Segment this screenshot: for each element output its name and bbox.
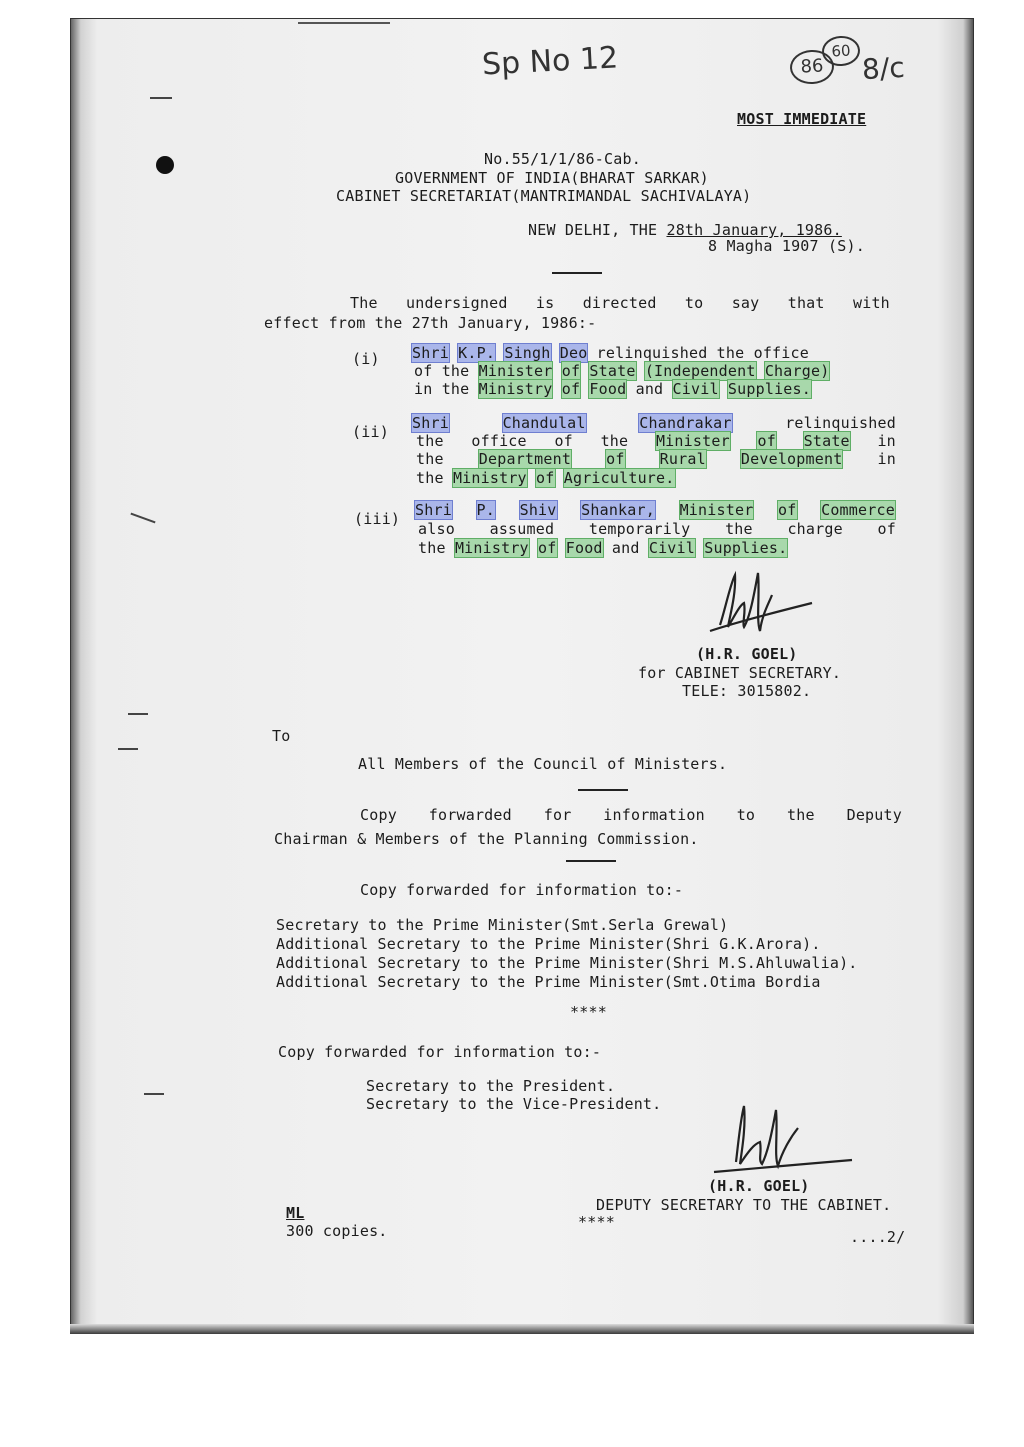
punch-hole-mark xyxy=(156,156,174,174)
office-highlight: of xyxy=(536,469,555,487)
date-prefix: NEW DELHI, THE xyxy=(528,221,658,239)
handwritten-number-text: 86 xyxy=(799,55,824,78)
continued-page: ....2/ xyxy=(850,1228,906,1246)
plain-text: relinquished xyxy=(785,414,896,432)
item-number: (i) xyxy=(352,350,380,368)
item-ii-line-3 xyxy=(416,450,896,468)
office-highlight: Civil xyxy=(648,539,695,557)
plain-text: of xyxy=(554,432,573,450)
item-i-line-2 xyxy=(414,362,829,380)
person-highlight: Shri xyxy=(412,344,449,362)
office-highlight: Ministry xyxy=(452,469,527,487)
item-iii-line-3 xyxy=(418,539,787,557)
person-highlight: Shiv xyxy=(519,501,557,519)
office-highlight: Minister xyxy=(478,362,553,380)
plain-text: in xyxy=(877,432,896,450)
signature-image xyxy=(700,565,820,640)
office-highlight: Ministry xyxy=(454,539,529,557)
office-highlight: Supplies. xyxy=(727,380,811,398)
copy3-recipient: Secretary to the Vice-President. xyxy=(366,1095,662,1113)
scan-mark xyxy=(144,1093,164,1095)
scan-edge xyxy=(70,1324,974,1334)
plain-text: the xyxy=(416,450,444,468)
plain-text: also xyxy=(418,520,455,538)
person-highlight: Chandulal xyxy=(502,414,586,432)
plain-text: in the xyxy=(414,380,470,398)
office-highlight: of xyxy=(757,432,776,450)
divider xyxy=(578,789,628,791)
copy2-recipient: Secretary to the Prime Minister(Smt.Serla Grewal) xyxy=(276,916,729,934)
typist-initials: ML xyxy=(286,1204,305,1222)
signature-image xyxy=(706,1098,856,1178)
person-highlight: K.P. xyxy=(458,344,496,362)
scan-mark xyxy=(298,22,390,24)
handwritten-note: Sp No 12 xyxy=(481,40,619,83)
intro-line-1 xyxy=(350,294,890,312)
signatory-role: DEPUTY SECRETARY TO THE CABINET. xyxy=(596,1196,892,1214)
handwritten-note: 8/c xyxy=(861,50,906,87)
plain-text: and xyxy=(635,380,664,398)
divider xyxy=(552,272,602,274)
person-highlight: Shri xyxy=(415,501,452,519)
office-highlight: of xyxy=(606,450,625,468)
office-highlight: Minister xyxy=(679,501,754,519)
intro-word: with xyxy=(852,294,890,312)
divider xyxy=(566,860,616,862)
office-highlight: (Independent xyxy=(644,362,756,380)
copy2-recipient: Additional Secretary to the Prime Minister(Smt.Otima Bordia xyxy=(276,973,821,991)
plain-text: the xyxy=(418,539,446,557)
plain-text: in xyxy=(877,450,896,468)
priority-label: MOST IMMEDIATE xyxy=(737,110,867,128)
intro-word: directed xyxy=(582,294,657,312)
copy2-heading: Copy forwarded for information to:- xyxy=(360,881,684,899)
intro-word: is xyxy=(535,294,555,312)
item-number: (iii) xyxy=(354,510,401,528)
plain-text: relinquished the office xyxy=(596,344,809,362)
plain-text: charge xyxy=(787,520,843,538)
office-highlight: of xyxy=(561,380,581,398)
person-highlight: Chandrakar xyxy=(639,414,732,432)
copy1-word: Copy xyxy=(360,806,397,824)
copy1-word: the xyxy=(787,806,815,824)
office-highlight: Food xyxy=(589,380,627,398)
office-highlight: of xyxy=(778,501,797,519)
scan-mark xyxy=(118,748,138,750)
intro-word: undersigned xyxy=(406,294,508,312)
plain-text: the xyxy=(416,432,444,450)
plain-text: of xyxy=(877,520,896,538)
separator-stars: **** xyxy=(570,1003,607,1021)
plain-text: and xyxy=(611,539,640,557)
person-highlight: P. xyxy=(476,501,495,519)
item-i-line-1 xyxy=(412,344,809,362)
office-highlight: Department xyxy=(478,450,572,468)
scan-mark xyxy=(150,97,172,99)
government-name: GOVERNMENT OF INDIA(BHARAT SARKAR) xyxy=(395,169,709,187)
copy1-word: Deputy xyxy=(846,806,902,824)
item-number: (ii) xyxy=(352,423,389,441)
plain-text: the xyxy=(416,469,444,487)
office-highlight: Development xyxy=(740,450,843,468)
date-value: 28th January, 1986. xyxy=(666,221,842,239)
office-highlight: State xyxy=(589,362,636,380)
copy1-line-2: Chairman & Members of the Planning Commission. xyxy=(274,830,699,848)
separator-stars: **** xyxy=(578,1213,615,1231)
item-ii-line-1 xyxy=(412,414,896,432)
handwritten-number-text: 60 xyxy=(830,41,852,61)
copy2-recipient: Additional Secretary to the Prime Minister(Shri G.K.Arora). xyxy=(276,935,821,953)
plain-text: office xyxy=(471,432,527,450)
office-highlight: of xyxy=(538,539,557,557)
intro-word: to xyxy=(684,294,704,312)
copy3-heading: Copy forwarded for information to:- xyxy=(278,1043,602,1061)
plain-text: of the xyxy=(414,362,470,380)
office-highlight: Minister xyxy=(655,432,730,450)
plain-text: assumed xyxy=(489,520,555,538)
recipients: All Members of the Council of Ministers. xyxy=(358,755,728,773)
office-highlight: Commerce xyxy=(821,501,895,519)
office-highlight: State xyxy=(803,432,850,450)
copy1-word: for xyxy=(543,806,572,824)
copy1-line-1 xyxy=(360,806,902,824)
office-highlight: Rural xyxy=(659,450,706,468)
intro-word: The xyxy=(350,294,378,312)
copy2-recipient: Additional Secretary to the Prime Minister(Shri M.S.Ahluwalia). xyxy=(276,954,858,972)
office-highlight: Food xyxy=(565,539,603,557)
item-ii-line-2 xyxy=(416,432,896,450)
intro-line-2: effect from the 27th January, 1986:- xyxy=(264,314,597,332)
department-name: CABINET SECRETARIAT(MANTRIMANDAL SACHIVALAYA) xyxy=(336,187,752,205)
item-i-line-3 xyxy=(414,380,811,398)
office-highlight: Agriculture. xyxy=(563,469,675,487)
office-highlight: of xyxy=(561,362,581,380)
office-highlight: Civil xyxy=(672,380,719,398)
to-label: To xyxy=(272,727,291,745)
date-alternate: 8 Magha 1907 (S). xyxy=(708,237,865,255)
person-highlight: Shri xyxy=(412,414,449,432)
office-highlight: Supplies. xyxy=(704,539,788,557)
signatory-name: (H.R. GOEL) xyxy=(708,1177,810,1195)
plain-text: the xyxy=(600,432,629,450)
plain-text: the xyxy=(725,520,753,538)
intro-word: say xyxy=(731,294,760,312)
copy3-recipient: Secretary to the President. xyxy=(366,1077,616,1095)
scan-mark xyxy=(128,713,148,715)
copy1-word: to xyxy=(736,806,756,824)
copies-count: 300 copies. xyxy=(286,1222,388,1240)
copy1-word: information xyxy=(603,806,705,824)
signatory-role: for CABINET SECRETARY. xyxy=(638,664,842,682)
office-highlight: Charge) xyxy=(764,362,830,380)
signatory-phone: TELE: 3015802. xyxy=(682,682,812,700)
item-iii-line-1 xyxy=(415,501,895,519)
signatory-name: (H.R. GOEL) xyxy=(696,645,798,663)
copy1-word: forwarded xyxy=(428,806,512,824)
person-highlight: Shankar, xyxy=(581,501,655,519)
intro-word: that xyxy=(787,294,825,312)
office-highlight: Ministry xyxy=(478,380,553,398)
plain-text: temporarily xyxy=(588,520,691,538)
item-iii-line-2 xyxy=(418,520,896,538)
item-ii-line-4 xyxy=(416,469,675,487)
person-highlight: Deo xyxy=(559,344,588,362)
file-number: No.55/1/1/86-Cab. xyxy=(484,150,641,168)
person-highlight: Singh xyxy=(504,344,551,362)
